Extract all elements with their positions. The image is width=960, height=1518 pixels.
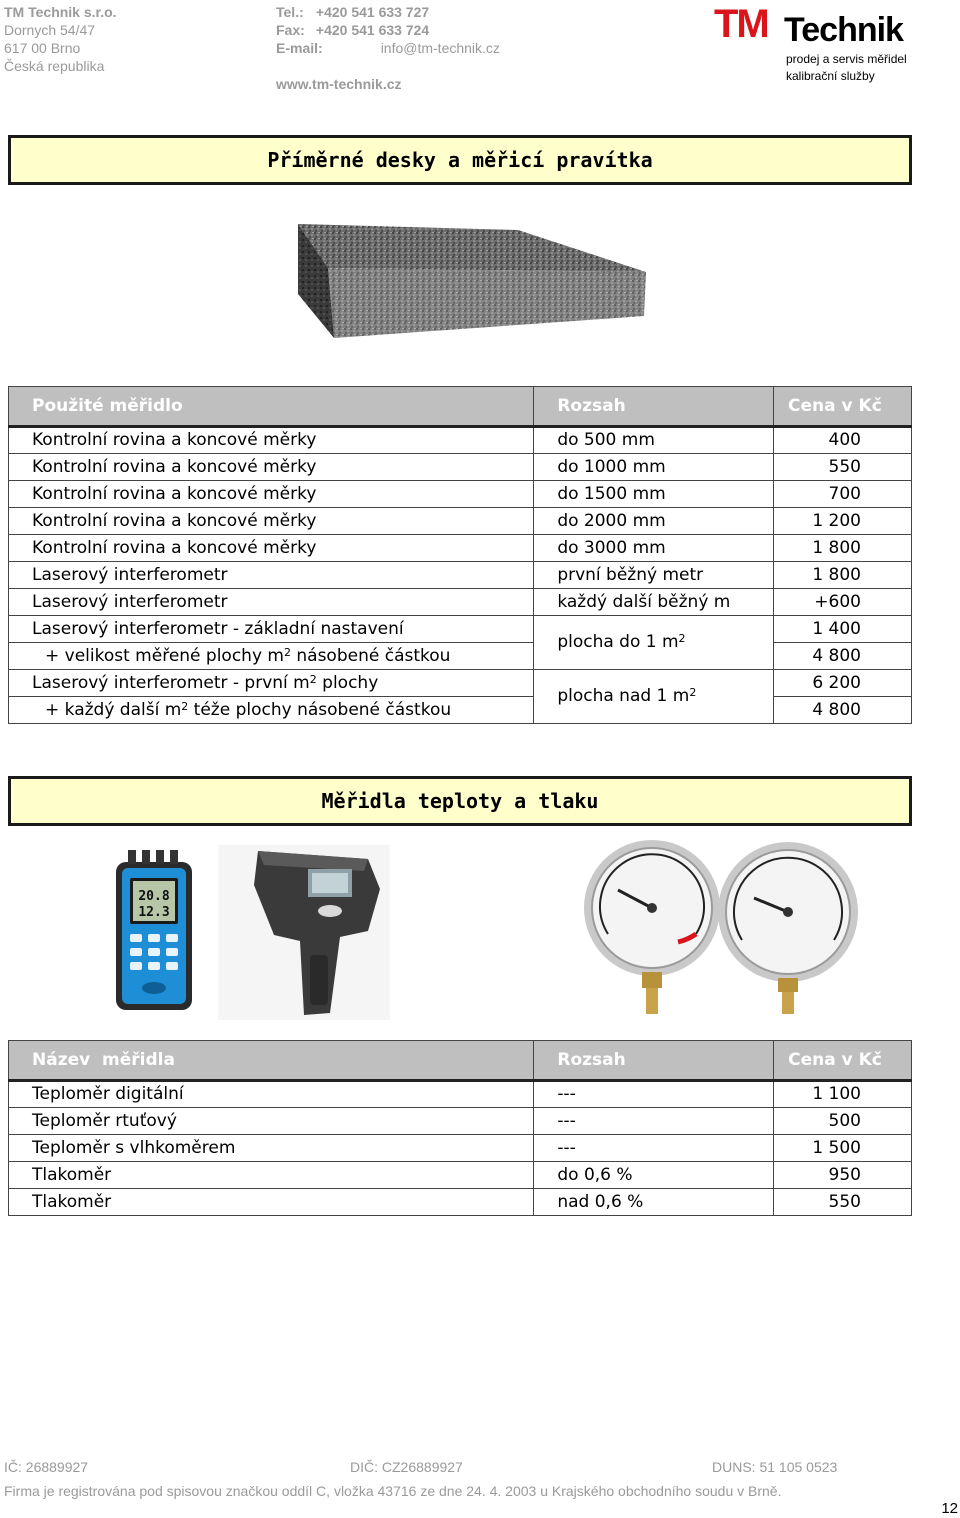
company-name: TM Technik s.r.o.: [4, 4, 117, 20]
column-header-price: Cena v Kč: [774, 1041, 912, 1081]
cell-instrument: + velikost měřené plochy $m^2$ násobené částkou: [9, 643, 534, 670]
infrared-thermometer-image: [218, 845, 390, 1020]
cell-price: 4 800: [774, 643, 912, 670]
cell-instrument: Kontrolní rovina a koncové měrky: [9, 427, 534, 454]
cell-price: +600: [774, 589, 912, 616]
cell-instrument: Kontrolní rovina a koncové měrky: [9, 454, 534, 481]
cell-range: nad 0,6 %: [534, 1189, 774, 1216]
display-reading-2: 12.3: [138, 905, 170, 920]
footer-registration-note: Firma je registrována pod spisovou značkou oddíl C, vložka 43716 ze dne 24. 4. 2003 u Krajského obchodního soudu v Brně.: [4, 1483, 782, 1499]
website-link[interactable]: www.tm-technik.cz: [276, 76, 402, 92]
cell-price: 550: [774, 1189, 912, 1216]
email-label: E-mail:: [276, 40, 323, 56]
cell-price: 1 800: [774, 562, 912, 589]
cell-price: 550: [774, 454, 912, 481]
tel-label: Tel.:: [276, 4, 304, 20]
pressure-gauge-right: [718, 842, 858, 1014]
table-row: [9, 481, 912, 508]
cell-range: ---: [534, 1108, 774, 1135]
cell-price: 1 800: [774, 535, 912, 562]
email-link[interactable]: info@tm-technik.cz: [380, 40, 500, 56]
table-row: [9, 1189, 912, 1216]
cell-price: 1 400: [774, 616, 912, 643]
cell-price: 950: [774, 1162, 912, 1189]
cell-price: 1 200: [774, 508, 912, 535]
footer-duns: DUNS: 51 105 0523: [712, 1459, 838, 1475]
table-row: [9, 1081, 912, 1108]
cell-range: první běžný metr: [534, 562, 774, 589]
granite-surface-plate-image: [290, 220, 650, 344]
cell-range: do 3000 mm: [534, 535, 774, 562]
logo-wordmark: Technik: [784, 11, 903, 49]
column-header-range: Rozsah: [534, 1041, 774, 1081]
cell-price: 6 200: [774, 670, 912, 697]
cell-instrument: Kontrolní rovina a koncové měrky: [9, 535, 534, 562]
cell-price: 700: [774, 481, 912, 508]
pressure-gauges-image: [578, 838, 862, 1016]
display-reading-1: 20.8: [138, 889, 170, 904]
logo-tm-mark: TM: [714, 2, 768, 46]
section-title-temperature-pressure: Měřidla teploty a tlaku: [8, 776, 912, 826]
cell-instrument: + každý další $m^2$ téže plochy násobené částkou: [9, 697, 534, 724]
cell-range: do 2000 mm: [534, 508, 774, 535]
cell-price: 4 800: [774, 697, 912, 724]
cell-range: do 1500 mm: [534, 481, 774, 508]
cell-range: každý další běžný m: [534, 589, 774, 616]
table-row: [9, 697, 912, 724]
table-row: [9, 589, 912, 616]
cell-range: do 500 mm: [534, 427, 774, 454]
column-header-instrument-name: Název měřidla: [9, 1041, 534, 1081]
footer-vat-id: DIČ: CZ26889927: [350, 1459, 463, 1475]
cell-instrument: Kontrolní rovina a koncové měrky: [9, 508, 534, 535]
cell-instrument: Teploměr rtuťový: [9, 1108, 534, 1135]
cell-instrument: Laserový interferometr - první $m^2$ plochy: [9, 670, 534, 697]
table-row: [9, 1135, 912, 1162]
table-row: [9, 1162, 912, 1189]
table-row: [9, 643, 912, 670]
column-header-range: Rozsah: [534, 387, 774, 427]
temperature-pressure-price-table: [8, 1040, 912, 1216]
cell-price: 400: [774, 427, 912, 454]
table-row: [9, 616, 912, 643]
column-header-instrument: Použité měřidlo: [9, 387, 534, 427]
section-title-surface-plates: Příměrné desky a měřicí pravítka: [8, 135, 912, 185]
table-row: [9, 1108, 912, 1135]
logo-tagline-calibration: kalibrační služby: [786, 69, 875, 83]
table-header-row: [9, 387, 912, 427]
cell-instrument: Tlakoměr: [9, 1189, 534, 1216]
table-row: [9, 454, 912, 481]
cell-instrument: Teploměr s vlhkoměrem: [9, 1135, 534, 1162]
table-row: [9, 562, 912, 589]
cell-instrument: Laserový interferometr: [9, 562, 534, 589]
company-country: Česká republika: [4, 58, 105, 74]
table-row: [9, 427, 912, 454]
pressure-gauge-left: [584, 840, 720, 1014]
cell-price: 1 500: [774, 1135, 912, 1162]
cell-instrument: Kontrolní rovina a koncové měrky: [9, 481, 534, 508]
cell-range-merged: plocha do 1 $m^2$: [534, 616, 774, 670]
table-header-row: [9, 1041, 912, 1081]
cell-instrument: Laserový interferometr - základní nastavení: [9, 616, 534, 643]
surface-plates-price-table: [8, 386, 912, 724]
column-header-price: Cena v Kč: [774, 387, 912, 427]
footer-company-id: IČ: 26889927: [4, 1459, 89, 1475]
cell-range-merged: plocha nad 1 $m^2$: [534, 670, 774, 724]
cell-range: do 1000 mm: [534, 454, 774, 481]
cell-instrument: Laserový interferometr: [9, 589, 534, 616]
page-number: 12: [941, 1500, 958, 1517]
company-logo: [714, 2, 914, 88]
logo-tagline-sales: prodej a servis měřidel: [786, 52, 907, 66]
table-row: [9, 670, 912, 697]
cell-range: ---: [534, 1135, 774, 1162]
company-city: 617 00 Brno: [4, 40, 81, 56]
tel-value[interactable]: +420 541 633 727: [315, 4, 430, 20]
table-row: [9, 535, 912, 562]
fax-label: Fax:: [276, 22, 305, 38]
cell-range: do 0,6 %: [534, 1162, 774, 1189]
digital-thermometer-image: [110, 848, 198, 1012]
fax-value: +420 541 633 724: [315, 22, 430, 38]
contact-block: [276, 3, 500, 93]
cell-instrument: Tlakoměr: [9, 1162, 534, 1189]
cell-price: 1 100: [774, 1081, 912, 1108]
cell-instrument: Teploměr digitální: [9, 1081, 534, 1108]
table-row: [9, 508, 912, 535]
company-address-block: [4, 3, 117, 75]
cell-range: ---: [534, 1081, 774, 1108]
company-street: Dornych 54/47: [4, 22, 96, 38]
cell-price: 500: [774, 1108, 912, 1135]
